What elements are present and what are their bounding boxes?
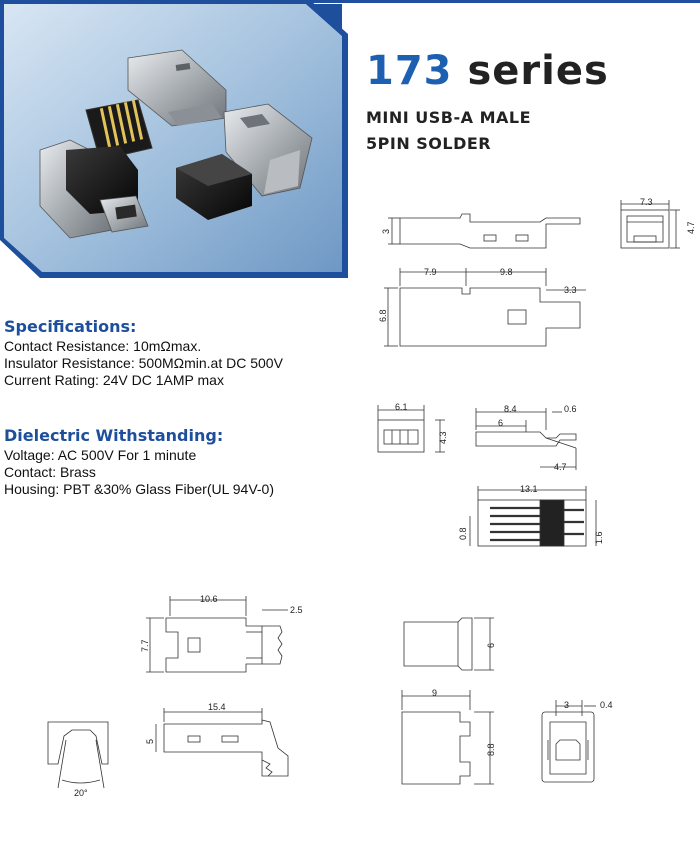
product-type: 5PIN SOLDER [366,134,492,153]
dim-angle: 20° [74,788,88,798]
dielectric-heading: Dielectric Withstanding: [4,426,224,445]
dielectric-voltage: Voltage: AC 500V For 1 minute [4,447,197,463]
dim-cover-depth: 8.8 [486,743,496,756]
dim-pin-pitch: 0.8 [458,527,468,540]
dim-shell-width: 10.6 [200,594,218,604]
cover-top-view [404,618,496,670]
dim-shell-side-height: 5 [145,738,155,744]
dim-plan-tail: 3.3 [564,285,577,295]
dim-cover-width: 9 [432,688,438,698]
pin-plan-view [458,484,604,546]
dim-top-right-width: 7.3 [640,197,653,207]
top-right-view [621,197,696,248]
dim-cover-height: 6 [486,642,496,648]
dim-contact-tail: 4.7 [554,462,567,472]
dim-face-slot: 3 [564,700,570,710]
dim-plan-left: 7.9 [424,267,437,277]
dim-insert-height: 4.3 [438,431,448,444]
insert-end-view [378,402,448,452]
dim-plan-height: 6.8 [378,309,388,322]
dim-shell-side-length: 15.4 [208,702,226,712]
dim-contact-gap: 0.6 [564,404,577,414]
dielectric-housing: Housing: PBT &30% Glass Fiber(UL 94V-0) [4,481,275,497]
dim-top-right-height: 4.7 [686,221,696,234]
dim-pin-length: 13.1 [520,484,538,494]
dim-pin-height: 1.6 [594,531,604,544]
specifications-heading: Specifications: [4,317,137,336]
series-number: 173 [366,48,453,94]
plan-view [378,267,586,346]
spec-contact-resistance: Contact Resistance: 10mΩmax. [4,338,202,354]
dielectric-contact: Contact: Brass [4,464,96,480]
contact-side-view [476,404,577,472]
face-view [542,700,613,782]
spec-insulator-resistance: Insulator Resistance: 500MΩmin.at DC 500V [4,355,283,371]
dim-insert-width: 6.1 [395,402,408,412]
dim-shell-height: 7.7 [140,639,150,652]
shell-plan-view [140,594,303,672]
side-view [381,214,580,248]
dim-side-thickness: 3 [381,228,391,234]
dim-face-gap: 0.4 [600,700,613,710]
dim-shell-tab: 2.5 [290,605,303,615]
series-word: series [467,48,609,94]
dim-plan-mid: 9.8 [500,267,513,277]
spec-current-rating: Current Rating: 24V DC 1AMP max [4,372,224,388]
angle-view [48,722,108,798]
dim-contact-total: 8.4 [504,404,517,414]
cover-side-view [402,688,496,784]
dim-contact-front: 6 [498,418,504,428]
shell-side-view [145,702,288,776]
product-name: MINI USB-A MALE [366,108,532,127]
